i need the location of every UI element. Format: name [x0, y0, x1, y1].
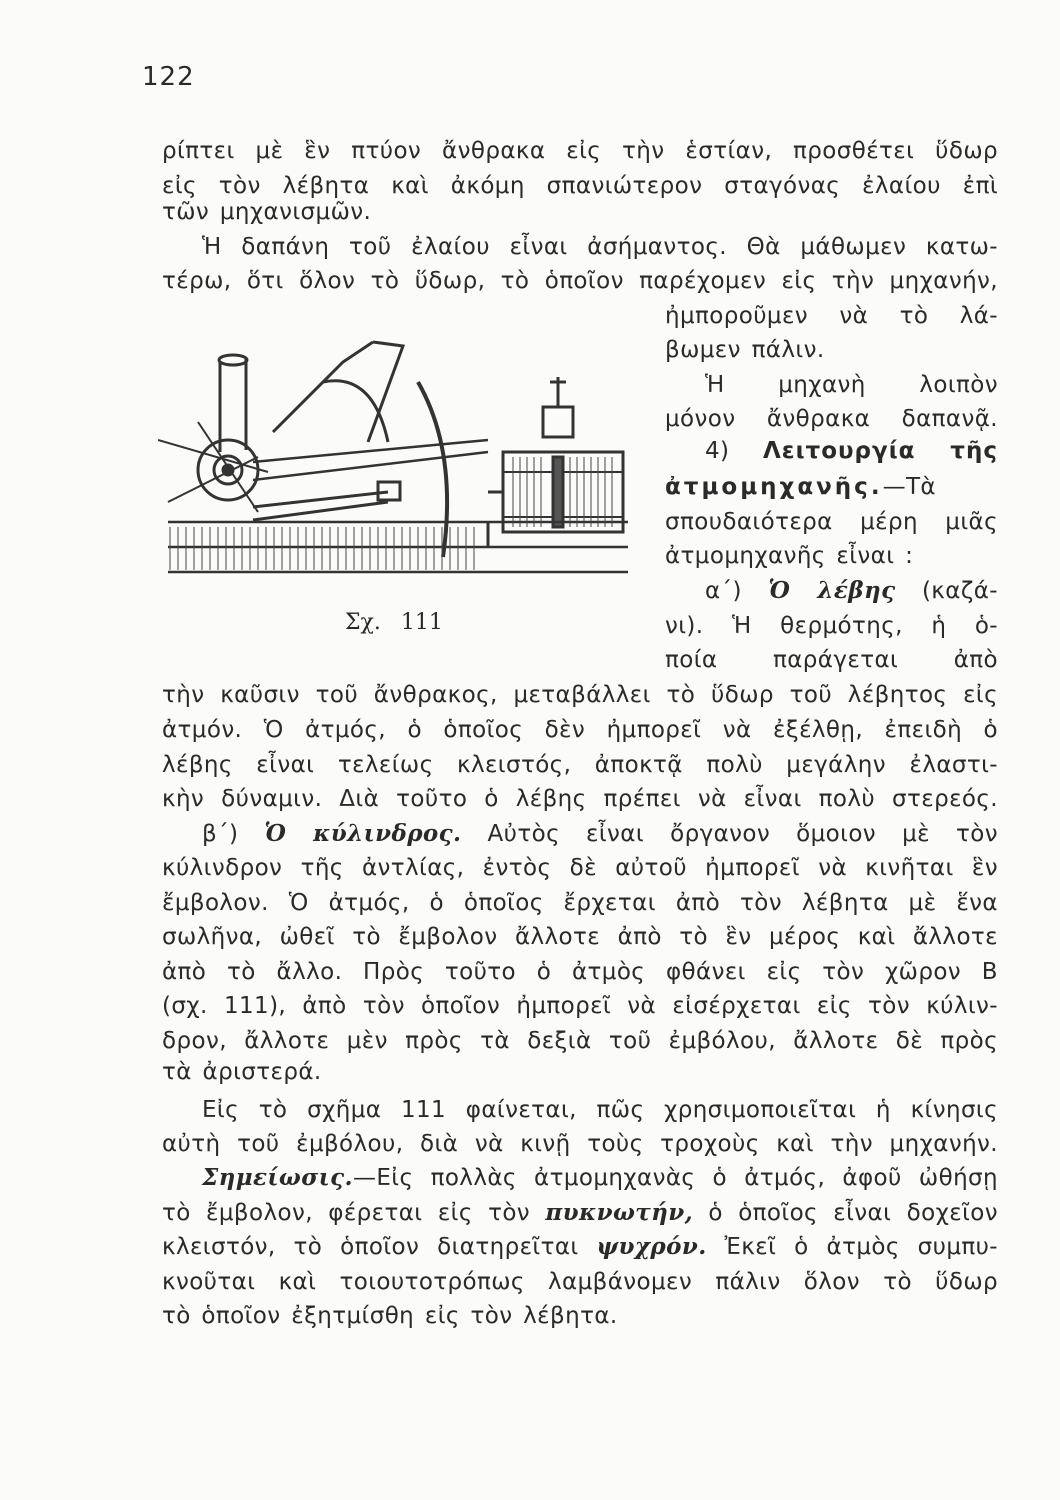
side-text-line: Ἡ μηχανὴ λοιπὸν — [705, 372, 998, 398]
text-line — [162, 1163, 998, 1193]
text-line — [162, 1198, 998, 1228]
text-line: ἀπὸ τὸ ἄλλο. Πρὸς τοῦτο ὁ ἀτμὸς φθάνει εἰς τὸν χῶρον Β — [162, 959, 998, 985]
item-term: Ὁ κύλινδρος. — [264, 820, 462, 847]
figure-caption — [345, 610, 443, 635]
section-heading-line — [665, 436, 998, 466]
section-number: 4) — [705, 438, 730, 464]
text-line — [162, 1232, 998, 1262]
text-line: δρον, ἄλλοτε μὲν πρὸς τὰ δεξιὰ τοῦ ἐμβόλου, ἄλλοτε δὲ πρὸς — [162, 1028, 998, 1054]
text-line: Εἰς τὸ σχῆμα 111 φαίνεται, πῶς χρησιμοποιεῖται ἡ κίνησις — [202, 1097, 998, 1123]
item-label: β΄) — [202, 821, 239, 847]
text-line: σωλῆνα, ὠθεῖ τὸ ἔμβολον ἄλλοτε ἀπὸ τὸ ἓν μέρος καὶ ἄλλοτε — [162, 924, 998, 950]
side-text-line: σπουδαιότερα μέρη μιᾶς — [665, 509, 998, 535]
note-heading: Σημείωσις. — [202, 1164, 353, 1191]
side-text-line: νι). Ἡ θερμότης, ἡ ὁ- — [665, 613, 998, 639]
side-text: —Τὰ — [882, 474, 936, 500]
text-line: εἰς τὸν λέβητα καὶ ἀκόμη σπανιώτερον σταγόνας ἐλαίου ἐπὶ — [162, 173, 998, 199]
text: κλειστόν, τὸ ὁποῖον διατηρεῖται — [162, 1234, 579, 1260]
text: —Εἰς πολλὰς ἀτμομηχανὰς ὁ ἀτμός, ἀφοῦ ὠθήσῃ — [352, 1165, 998, 1191]
text-line: ἔμβολον. Ὁ ἀτμός, ὁ ὁποῖος ἔρχεται ἀπὸ τὸν λέβητα μὲ ἕνα — [162, 890, 998, 916]
text-line: τῶν μηχανισμῶν. — [162, 199, 372, 225]
side-text-line: ἠμποροῦμεν νὰ τὸ λά- — [665, 303, 998, 329]
side-text-line: βωμεν πάλιν. — [665, 337, 825, 363]
steam-engine-figure — [158, 322, 628, 584]
text-line: κνοῦται καὶ τοιουτοτρόπως λαμβάνομεν πάλιν ὅλον τὸ ὕδωρ — [162, 1269, 998, 1295]
text-line: αὐτὴ τοῦ ἐμβόλου, διὰ νὰ κινῇ τοὺς τροχοὺς καὶ τὴν μηχανήν. — [162, 1131, 998, 1157]
side-text-line: μόνον ἄνθρακα δαπανᾷ. — [665, 406, 998, 432]
text-line: κὴν δύναμιν. Διὰ τοῦτο ὁ λέβης πρέπει νὰ εἶναι πολὺ στερεός. — [162, 786, 998, 812]
emphasis-term: πυκνωτήν, — [545, 1199, 694, 1226]
text: Αὐτὸς εἶναι ὄργανον ὅμοιον μὲ τὸν — [487, 821, 998, 847]
item-term: Ὁ λέβης — [768, 577, 896, 604]
side-text-line — [665, 472, 998, 502]
side-text-line: ἀτμομηχανῆς εἶναι : — [665, 543, 914, 569]
text-line: τὸ ὁποῖον ἐξητμίσθη εἰς τὸν λέβητα. — [162, 1303, 618, 1329]
section-heading: Λειτουργία τῆς — [762, 438, 998, 464]
text-line — [162, 819, 998, 849]
text-line: τέρω, ὅτι ὅλον τὸ ὕδωρ, τὸ ὁποῖον παρέχομεν εἰς τὴν μηχανήν, — [162, 268, 998, 294]
text-line: λέβης εἶναι τελείως κλειστός, ἀποκτᾷ πολὺ μεγάλην ἐλαστι- — [162, 752, 998, 778]
caption-label: Σχ. — [345, 610, 381, 635]
text-line: Ἡ δαπάνη τοῦ ἐλαίου εἶναι ἀσήμαντος. Θὰ μάθωμεν κατω- — [202, 234, 998, 260]
text-line: τὴν καῦσιν τοῦ ἄνθρακος, μεταβάλλει τὸ ὕδωρ τοῦ λέβητος εἰς — [162, 682, 998, 708]
emphasis-term: ψυχρόν. — [596, 1233, 707, 1260]
item-label: α΄) — [705, 578, 742, 604]
page-number: 122 — [142, 62, 195, 92]
side-text-line: ποία παράγεται ἀπὸ — [665, 647, 998, 673]
text-line: ρίπτει μὲ ἓν πτύον ἄνθρακα εἰς τὴν ἑστίαν, προσθέτει ὕδωρ — [162, 138, 998, 164]
text: Ἐκεῖ ὁ ἀτμὸς συμπυ- — [724, 1234, 999, 1260]
text-line: κύλινδρον τῆς ἀντλίας, ἐντὸς δὲ αὐτοῦ ἠμπορεῖ νὰ κινῆται ἓν — [162, 855, 998, 881]
side-text: (καζά- — [921, 578, 998, 604]
text: ὁ ὁποῖος εἶναι δοχεῖον — [708, 1200, 998, 1226]
section-heading-cont: ἀτμομηχανῆς. — [665, 474, 883, 500]
side-text-line — [665, 576, 998, 606]
text-line: (σχ. 111), ἀπὸ τὸν ὁποῖον ἠμπορεῖ νὰ εἰσέρχεται εἰς τὸν κύλιν- — [162, 993, 998, 1019]
text-line: ἀτμόν. Ὁ ἀτμός, ὁ ὁποῖος δὲν ἠμπορεῖ νὰ ἐξέλθῃ, ἐπειδὴ ὁ — [162, 717, 998, 743]
text-line: τὰ ἀριστερά. — [162, 1059, 322, 1085]
text: τὸ ἔμβολον, φέρεται εἰς τὸν — [162, 1200, 531, 1226]
caption-number: 111 — [400, 610, 443, 635]
